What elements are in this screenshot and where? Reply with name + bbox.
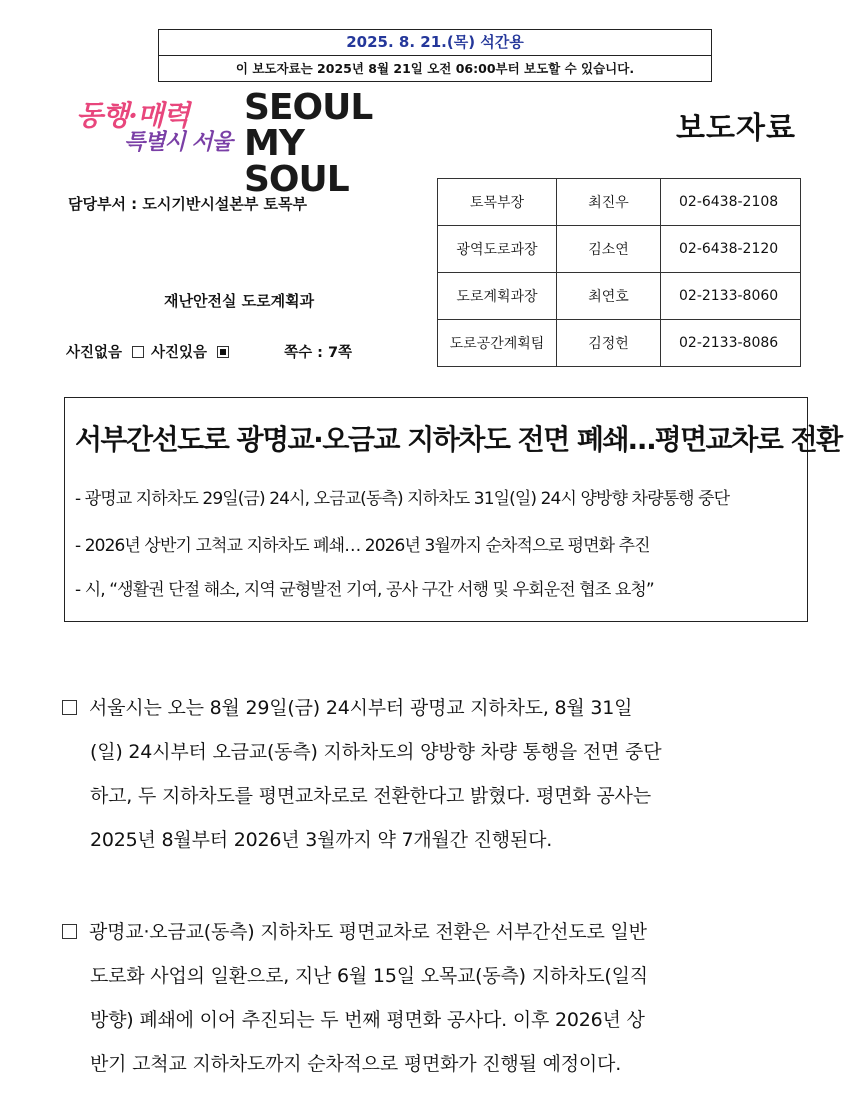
contact-name: 김정헌 bbox=[557, 320, 661, 367]
contact-name: 김소연 bbox=[557, 226, 661, 273]
contact-row bbox=[438, 226, 801, 273]
paragraph-line: (일) 24시부터 오금교(동측) 지하차도의 양방향 차량 통행을 전면 중단 bbox=[90, 741, 662, 763]
contact-role: 도로공간계획팀 bbox=[438, 320, 557, 367]
contact-role: 도로계획과장 bbox=[438, 273, 557, 320]
embargo-box bbox=[158, 29, 712, 82]
contact-row bbox=[438, 179, 801, 226]
paragraph-line: 2025년 8월부터 2026년 3월까지 약 7개월간 진행된다. bbox=[90, 829, 553, 851]
photo-none-checkbox bbox=[132, 346, 144, 358]
photo-yes-checkbox bbox=[217, 346, 229, 358]
document-type-title: 보도자료 bbox=[676, 111, 796, 146]
headline: 서부간선도로 광명교·오금교 지하차도 전면 폐쇄…평면교차로 전환 bbox=[75, 423, 842, 456]
slogan-line1: 동행·매력 bbox=[76, 99, 189, 132]
page-count: 쪽수 : 7쪽 bbox=[284, 345, 353, 361]
contact-role: 토목부장 bbox=[438, 179, 557, 226]
paragraph-line: 반기 고척교 지하차도까지 순차적으로 평면화가 진행될 예정이다. bbox=[90, 1053, 622, 1075]
paragraph-text: 광명교·오금교(동측) 지하차도 평면교차로 전환은 서부간선도로 일반 bbox=[89, 921, 647, 943]
bullet-square-icon bbox=[62, 700, 77, 715]
subheadline: - 2026년 상반기 고척교 지하차도 폐쇄… 2026년 3월까지 순차적으로 평면화 추진 bbox=[75, 536, 650, 556]
department-main: 담당부서 : 도시기반시설본부 토목부 bbox=[68, 195, 308, 213]
contact-phone: 02-2133-8086 bbox=[661, 320, 801, 367]
paragraph-line: 하고, 두 지하차도를 평면교차로로 전환한다고 밝혔다. 평면화 공사는 bbox=[90, 785, 651, 807]
contacts-table bbox=[437, 178, 801, 367]
subheadline: - 시, “생활권 단절 해소, 지역 균형발전 기여, 공사 구간 서행 및 우회운전 협조 요청” bbox=[75, 580, 654, 600]
slogan-line2: 특별시 서울 bbox=[124, 129, 232, 155]
body-paragraph bbox=[62, 910, 788, 1086]
body-paragraph bbox=[62, 686, 788, 862]
photo-yes-label: 사진있음 bbox=[151, 345, 208, 361]
contact-row bbox=[438, 320, 801, 367]
headline-box bbox=[64, 397, 842, 622]
contact-phone: 02-6438-2120 bbox=[661, 226, 801, 273]
slogan-logo bbox=[72, 94, 232, 156]
paragraph-line: 방향) 폐쇄에 이어 추진되는 두 번째 평면화 공사다. 이후 2026년 상 bbox=[90, 1009, 645, 1031]
contact-name: 최연호 bbox=[557, 273, 661, 320]
photo-none-label: 사진없음 bbox=[66, 345, 123, 361]
contact-role: 광역도로과장 bbox=[438, 226, 557, 273]
paragraph-line: 도로화 사업의 일환으로, 지난 6월 15일 오목교(동측) 지하차도(일직 bbox=[90, 965, 648, 987]
paragraph-text: 서울시는 오는 8월 29일(금) 24시부터 광명교 지하차도, 8월 31일 bbox=[89, 697, 633, 719]
seoul-logo-row1: SEOUL bbox=[244, 87, 373, 128]
contact-phone: 02-6438-2108 bbox=[661, 179, 801, 226]
subheadline: - 광명교 지하차도 29일(금) 24시, 오금교(동측) 지하차도 31일(일) 24시 양방향 차량통행 중단 bbox=[75, 489, 730, 509]
seoul-logo-row2: MY SOUL bbox=[244, 123, 349, 200]
release-date: 2025. 8. 21.(목) 석간용 bbox=[159, 30, 711, 56]
department-sub: 재난안전실 도로계획과 bbox=[164, 292, 315, 310]
paragraph-line bbox=[62, 686, 788, 730]
photo-info bbox=[66, 341, 352, 362]
contact-phone: 02-2133-8060 bbox=[661, 273, 801, 320]
embargo-note: 이 보도자료는 2025년 8월 21일 오전 06:00부터 보도할 수 있습니다. bbox=[235, 61, 635, 76]
seoul-my-soul-logo bbox=[244, 87, 373, 200]
paragraph-line bbox=[62, 910, 788, 954]
contact-name: 최진우 bbox=[557, 179, 661, 226]
bullet-square-icon bbox=[62, 924, 77, 939]
contact-row bbox=[438, 273, 801, 320]
